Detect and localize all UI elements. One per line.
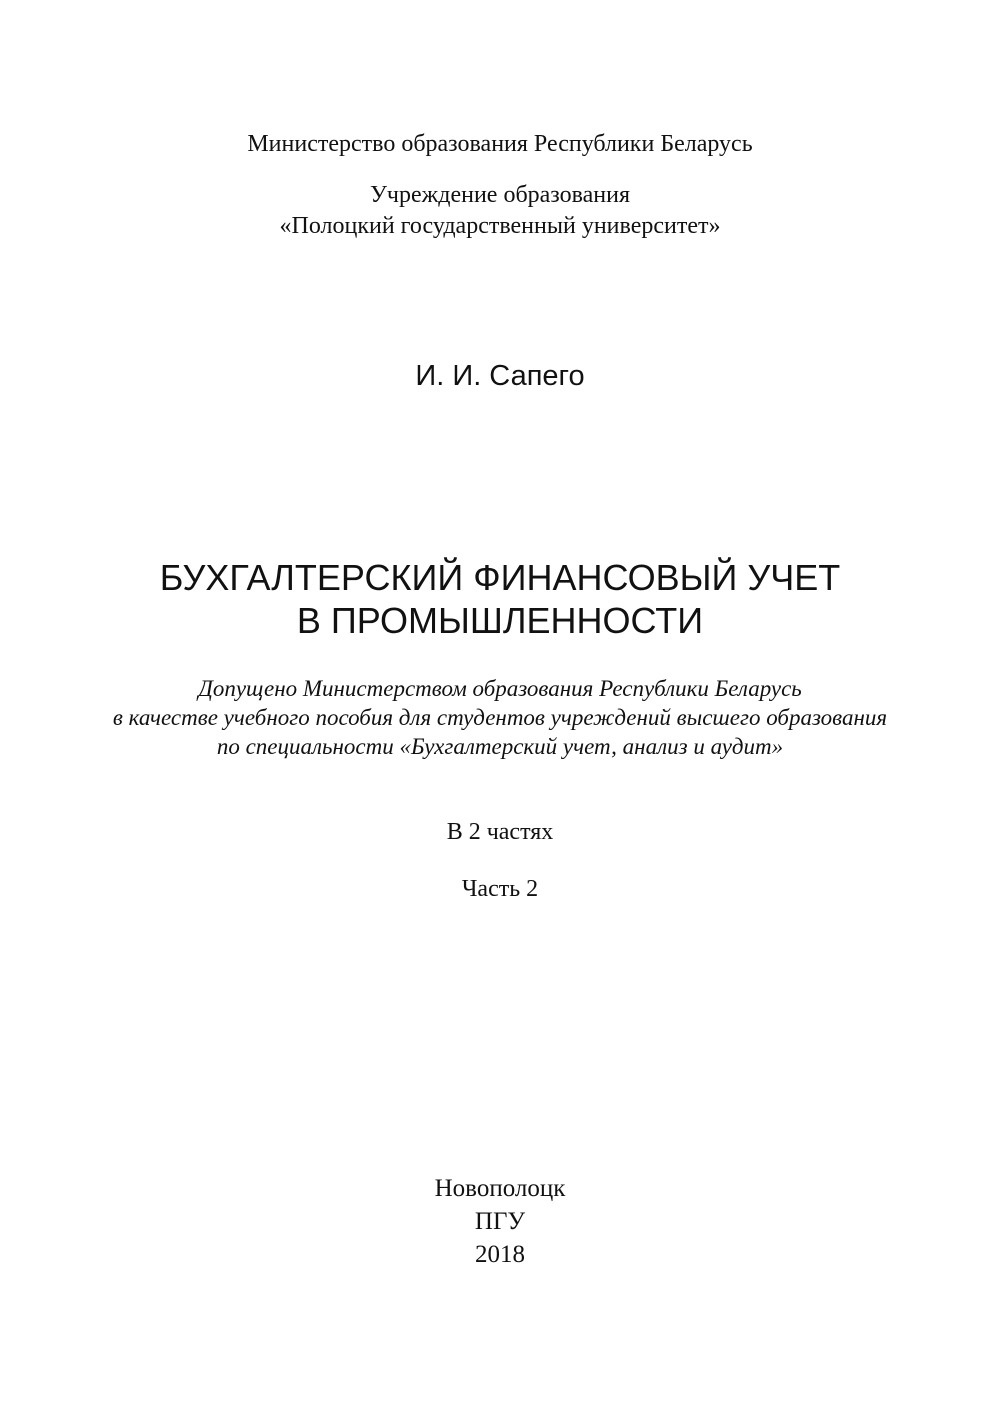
ministry-line: Министерство образования Республики Беларусь xyxy=(247,131,753,157)
institution-line-2: «Полоцкий государственный университет» xyxy=(279,213,721,239)
imprint-publisher: ПГУ xyxy=(474,1208,526,1235)
approval-line-1: Допущено Министерством образования Республики Беларусь xyxy=(198,676,802,701)
volume-part: Часть 2 xyxy=(461,876,539,902)
volume-parts: В 2 частях xyxy=(446,819,554,845)
approval-line-3: по специальности «Бухгалтерский учет, анализ и аудит» xyxy=(216,734,784,759)
approval-line-2: в качестве учебного пособия для студентов учреждений высшего образования xyxy=(112,705,888,730)
author-name: И. И. Сапего xyxy=(415,360,585,392)
title-line-2: В ПРОМЫШЛЕННОСТИ xyxy=(296,600,704,641)
institution-line-1: Учреждение образования xyxy=(369,182,631,208)
title-line-1: БУХГАЛТЕРСКИЙ ФИНАНСОВЫЙ УЧЕТ xyxy=(159,557,841,598)
imprint-city: Новополоцк xyxy=(434,1175,566,1202)
imprint-year: 2018 xyxy=(475,1241,525,1268)
